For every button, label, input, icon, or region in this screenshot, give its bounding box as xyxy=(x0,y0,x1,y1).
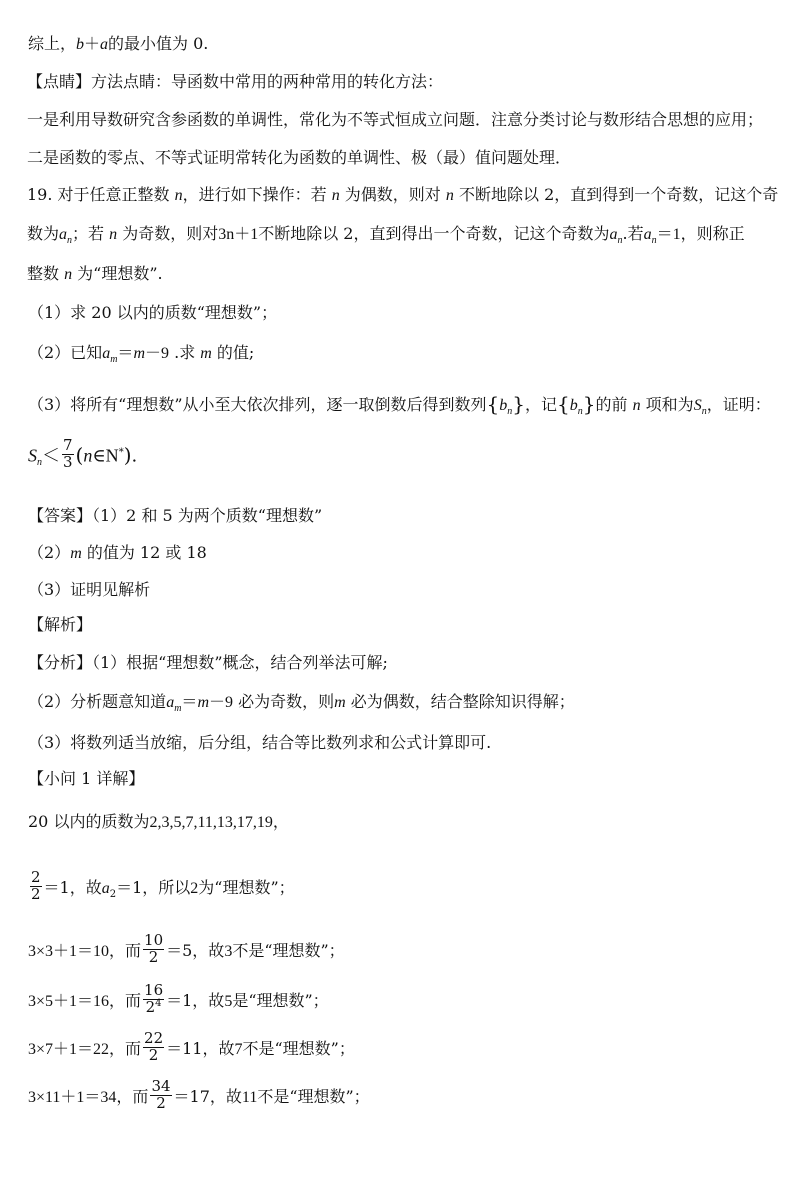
fraction xyxy=(143,1031,164,1064)
number: 3 xyxy=(224,942,233,960)
numerator: 2 xyxy=(31,868,41,886)
text: 必为奇数，则 xyxy=(233,692,335,711)
number: 11 xyxy=(241,1088,258,1106)
question-1 xyxy=(28,305,277,321)
text: 的最小值为 0. xyxy=(108,34,209,53)
text: （2）分析题意知道 xyxy=(28,692,167,711)
var-n: n xyxy=(64,266,73,283)
text: 【小问 1 详解】 xyxy=(28,769,145,788)
text: （2） xyxy=(28,543,71,562)
text: （3）证明见解析 xyxy=(28,580,151,599)
expression: －9 xyxy=(145,345,170,362)
text: （3）将数列适当放缩，后分组，结合等比数列求和公式计算即可. xyxy=(28,733,492,752)
plus-sign: ＋ xyxy=(84,36,101,53)
calc-line-3 xyxy=(28,931,345,968)
text: ＝11，故 xyxy=(166,1038,235,1058)
subscript: n xyxy=(37,457,42,469)
var-a: a xyxy=(166,694,175,711)
text: 项和为 xyxy=(640,395,694,414)
answer-3 xyxy=(28,582,150,598)
paren: ) xyxy=(123,443,132,468)
equals: ＝ xyxy=(181,694,198,711)
text: 不断地除以 2，直到得出一个奇数，记这个奇数为 xyxy=(258,224,610,243)
text: ＝1，故 xyxy=(43,877,102,897)
question-2 xyxy=(28,343,255,365)
expression: 3×11＋1＝34，而 xyxy=(28,1088,149,1106)
text: 为“理想数”. xyxy=(72,264,163,283)
superscript: * xyxy=(118,447,124,459)
text: 为“理想数”； xyxy=(198,877,295,897)
text: 不是“理想数”； xyxy=(242,1038,355,1058)
subscript: n xyxy=(617,235,623,246)
text: 为偶数，则对 xyxy=(339,185,446,204)
prime-list: 2,3,5,7,11,13,17,19 xyxy=(149,814,273,831)
text: . xyxy=(131,445,138,467)
subscript: 2 xyxy=(109,888,117,900)
problem-19-line-1 xyxy=(27,187,778,204)
subscript: m xyxy=(174,703,182,714)
text: 一是利用导数研究含参函数的单调性，常化为不等式恒成立问题．注意分类讨论与数形结合思想的应用； xyxy=(27,110,764,129)
equals: ＝ xyxy=(117,345,134,362)
expression: 3n＋1 xyxy=(218,226,259,243)
tip-method-1 xyxy=(27,112,763,128)
fraction xyxy=(143,933,164,966)
sub-question-1-heading xyxy=(28,771,144,787)
var-b: b xyxy=(76,36,85,53)
numerator: 22 xyxy=(144,1029,164,1047)
number: 5 xyxy=(224,992,233,1010)
numerator: 34 xyxy=(151,1077,171,1095)
analysis-3 xyxy=(28,735,491,751)
element-of: ∈N xyxy=(92,445,119,466)
text: ， xyxy=(272,812,289,831)
text: 19. 对于任意正整数 xyxy=(27,185,175,204)
text: 【解析】 xyxy=(28,615,93,634)
text: 综上， xyxy=(28,34,77,53)
text: ＝17，故 xyxy=(173,1086,242,1106)
denominator: 2 xyxy=(148,947,159,966)
fraction xyxy=(30,870,42,903)
var-a: a xyxy=(100,36,109,53)
fraction xyxy=(150,1079,171,1112)
var-a: a xyxy=(609,226,618,243)
var-n: n xyxy=(83,445,93,466)
fraction xyxy=(62,438,74,471)
text: 为奇数，则对 xyxy=(117,224,219,243)
problem-19-line-3 xyxy=(27,266,163,283)
exponent: 4 xyxy=(155,997,162,1009)
tip-heading xyxy=(27,74,443,90)
denominator: 2 xyxy=(148,1045,159,1064)
var-m: m xyxy=(133,345,145,362)
subscript: n xyxy=(701,406,707,417)
denominator: 2 xyxy=(31,884,41,903)
expression: 3×5＋1＝16，而 xyxy=(28,992,142,1010)
var-a: a xyxy=(643,226,652,243)
text: 必为偶数，结合整除知识得解； xyxy=(345,692,575,711)
denominator: 2 xyxy=(156,1093,166,1112)
calc-line-5 xyxy=(28,981,329,1018)
denominator xyxy=(143,997,164,1016)
var-S: S xyxy=(693,397,702,414)
var-m: m xyxy=(334,694,346,711)
text: 不是“理想数”； xyxy=(257,1086,370,1106)
denominator: 3 xyxy=(63,452,73,471)
var-n: n xyxy=(174,187,183,204)
var-S: S xyxy=(28,445,37,466)
less-than: ＜ xyxy=(42,445,60,466)
text: 是“理想数”； xyxy=(232,990,329,1010)
calc-line-7 xyxy=(28,1029,355,1066)
var-a: a xyxy=(101,879,110,897)
var-m: m xyxy=(197,694,209,711)
subscript: n xyxy=(67,235,73,246)
answer-2 xyxy=(28,545,207,562)
text: （2）已知 xyxy=(28,343,103,362)
text: ，证明： xyxy=(706,395,771,414)
question-3: （3）将所有“理想数”从小至大依次排列，逐一取倒数后得到数列$\{b_n\}$，记$\{b_n\}$的前 n 项和为$S_n$，证明： xyxy=(28,392,771,417)
inequality-line xyxy=(28,436,138,473)
fraction xyxy=(143,983,164,1016)
text: ＝1，所以 xyxy=(116,877,191,897)
conclusion-line xyxy=(28,36,208,53)
text: 的值; xyxy=(211,343,255,362)
calc-line-11 xyxy=(28,1077,370,1114)
text: 整数 xyxy=(27,264,65,283)
subscript: m xyxy=(110,354,118,365)
var-n: n xyxy=(632,397,641,414)
expression: －9 xyxy=(209,694,234,711)
text: ，记 xyxy=(525,395,558,414)
text: 不断地除以 2，直到得到一个奇数，记这个奇 xyxy=(453,185,779,204)
var-n: n xyxy=(445,187,454,204)
text: 不是“理想数”； xyxy=(232,940,345,960)
subscript: n xyxy=(651,235,657,246)
text: 的值为 12 或 18 xyxy=(81,543,207,562)
text: 二是函数的零点、不等式证明常转化为函数的单调性、极（最）值问题处理． xyxy=(27,148,572,167)
prime-list-line xyxy=(28,814,289,831)
text: 20 以内的质数为 xyxy=(28,812,150,831)
number: 7 xyxy=(234,1040,243,1058)
text: （1）求 20 以内的质数“理想数”； xyxy=(28,303,278,322)
text: 【答案】（1）2 和 5 为两个质数“理想数” xyxy=(28,506,323,525)
analysis-1 xyxy=(28,655,388,671)
number: 2 xyxy=(190,879,199,897)
answer-1 xyxy=(28,508,322,524)
text: 【分析】（1）根据“理想数”概念，结合列举法可解; xyxy=(28,653,388,672)
subscript: n xyxy=(577,406,583,417)
var-n: n xyxy=(331,187,340,204)
text: .若 xyxy=(622,224,644,243)
text: 【点睛】方法点睛：导函数中常用的两种常用的转化方法： xyxy=(27,72,444,91)
var-a: a xyxy=(102,345,111,362)
text: ；若 xyxy=(72,224,110,243)
denominator-base: 2 xyxy=(145,997,156,1016)
var-b: b xyxy=(569,397,578,414)
var-a: a xyxy=(59,226,68,243)
analysis-2 xyxy=(28,692,575,714)
var-m: m xyxy=(70,545,82,562)
var-m: m xyxy=(200,345,212,362)
text: 数为 xyxy=(27,224,60,243)
numerator: 7 xyxy=(63,436,73,454)
analysis-heading xyxy=(28,617,92,633)
text: ＝1，故 xyxy=(166,990,225,1010)
numerator: 16 xyxy=(144,981,164,999)
calc-line-2 xyxy=(28,868,295,905)
text: .求 xyxy=(169,343,201,362)
var-b: b xyxy=(499,397,508,414)
text: 的前 xyxy=(595,395,633,414)
text: ＝1，则称正 xyxy=(656,226,745,243)
numerator: 10 xyxy=(144,931,164,949)
text: （3）将所有“理想数”从小至大依次排列，逐一取倒数后得到数列 xyxy=(28,395,487,414)
expression: 3×3＋1＝10，而 xyxy=(28,942,142,960)
tip-method-2 xyxy=(27,150,571,166)
paren: ( xyxy=(75,443,84,468)
text: ，进行如下操作：若 xyxy=(182,185,332,204)
expression: 3×7＋1＝22，而 xyxy=(28,1040,142,1058)
problem-19-line-2 xyxy=(27,224,745,246)
subscript: n xyxy=(507,406,513,417)
var-n: n xyxy=(109,226,118,243)
text: ＝5，故 xyxy=(166,940,225,960)
